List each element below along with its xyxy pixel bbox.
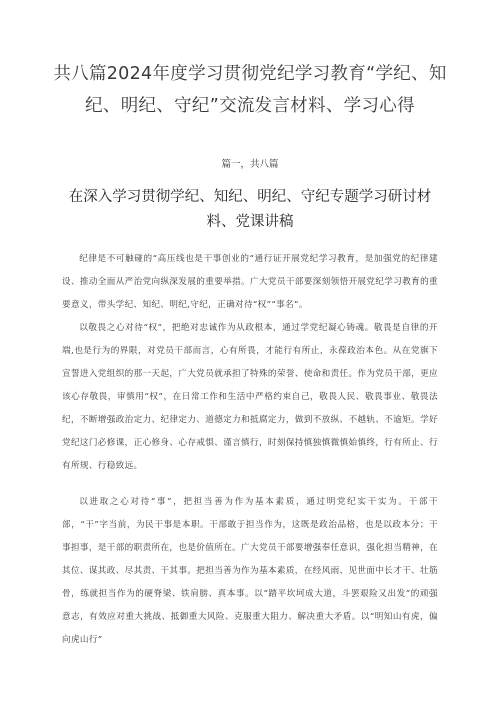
paragraph-3: 以进取之心对待“事”，把担当善为作为基本素质，通过明党纪实干实为。干部干部，“干”字当前，为民干事是本职。干部敢于担当作为，这既是政治品格，也是以政本分；干事担事，是干部的职责所在，也是价值所在。广大党员干部要增强奉任意识，强化担当精神，在其位、谋其政、尽其责、干其事。把担当善为作为基本素质，在经风雨、见世面中长才干、壮筋骨，练就担当作为的硬脊梁、铁肩膀、真本事。以“踏平坎坷成大道，斗罢艰险又出发”的顽强意志，有效应对重大挑战、抵御重大风险、克服重大阻力、解决重大矛盾。以“明知山有虎，偏向虎山行” (62, 497, 438, 645)
paragraph-1: 纪律是不可触碰的“高压线也是干事创业的“通行证开展党纪学习教育，是加强党的纪律建设、推动全面从严治党向纵深发展的重要举措。广大党员干部要深刻领悟开展党纪学习教育的重要意义，带头学纪、知纪、明纪,守纪，正确对待“权”“事名”。 (62, 254, 438, 310)
paragraph-2: 以敬畏之心对待“权”，把绝对忠诚作为从政根本，通过学党纪凝心铸魂。敬畏是自律的开端,也是行为的界限，对党员干部而言，心有所畏，才能行有所止，永葆政治本色。从在党旗下宣誓进入党组织的那一天起，广大党员就承担了特殊的荣誉、使命和责任。作为党员干部，更应该心存敬畏，审慎用“权”，在日常工作和生活中严格约束自己，敬畏人民、敬畏事业、敬畏法纪，不断增强政治定力、纪律定力、道德定力和抵腐定力，做到不放纵、不越轨、不逾矩。学好党纪这门必修课，正心修身、心存戒惧、谨言慎行，时刻保持慎独慎微慎始慎终，行有所止、行有所规、行稳致远。 (62, 323, 438, 471)
section-number: 篇一，共八篇 (221, 159, 279, 170)
section-title: 在深入学习贯彻学纪、知纪、明纪、守纪专题学习研讨材料、党课讲稿 (68, 189, 432, 230)
document-title: 共八篇2024年度学习贯彻党纪学习教育“学纪、知纪、明纪、守纪”交流发言材料、学习心得 (53, 64, 447, 116)
